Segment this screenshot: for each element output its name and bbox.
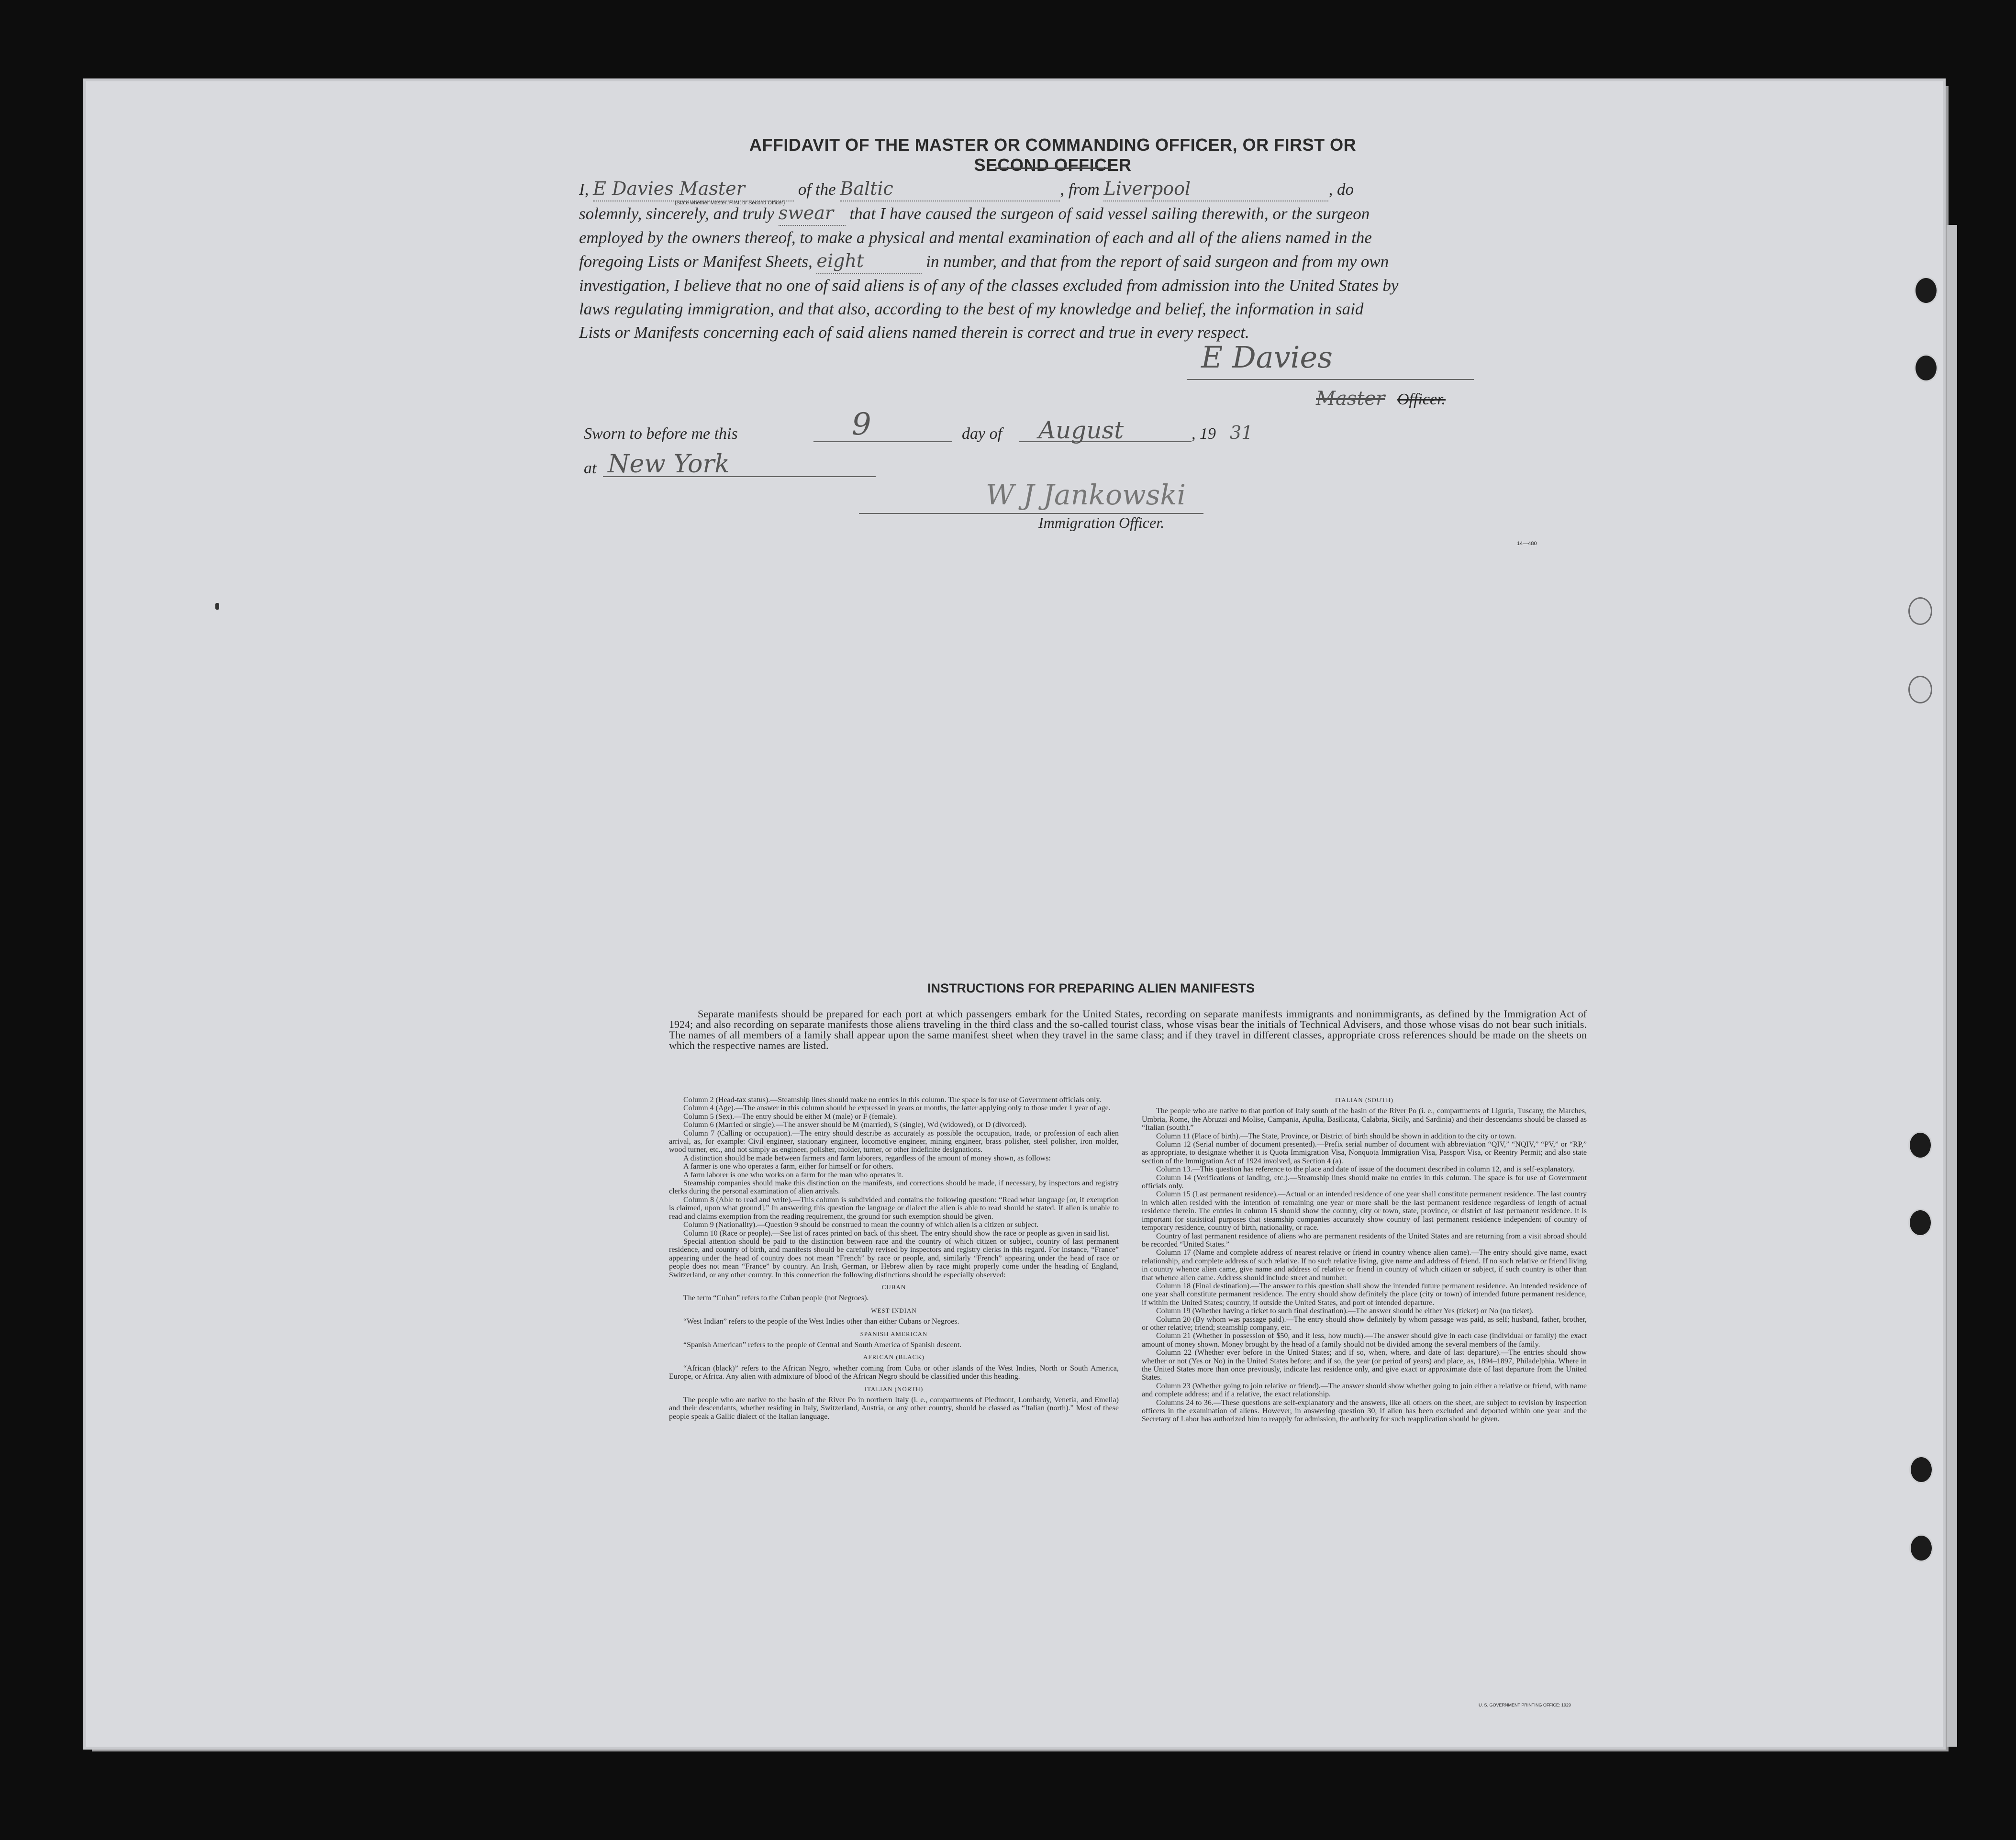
instruction-paragraph: Column 4 (Age).—The answer in this column should be expressed in years or months, the latter applying only to those under 1 year of age. (683, 1104, 1111, 1113)
instruction-paragraph: Column 10 (Race or people).—See list of races printed on back of this sheet. The entry should show the race or people as given in said list. (683, 1229, 1110, 1238)
binder-hole-icon (1908, 1209, 1932, 1237)
day-line (813, 441, 952, 442)
instructions-left-column (669, 1096, 1119, 1421)
instruction-paragraph: A farmer is one who operates a farm, either for himself or for others. (683, 1162, 894, 1171)
binder-hole-icon (1914, 354, 1938, 382)
text: in number, and that from the report of said surgeon and from my own (926, 252, 1389, 271)
text: of the (798, 180, 836, 199)
text: foregoing Lists or Manifest Sheets, (579, 252, 813, 271)
text: that I have caused the surgeon of said vessel sailing therewith, or the surgeon (849, 204, 1370, 223)
instruction-paragraph: Column 13.—This question has reference to the place and date of issue of the document described in column 12, and is self-explanatory. (1156, 1165, 1575, 1174)
sheet-count-field: eight (816, 249, 922, 274)
instruction-paragraph: Column 2 (Head-tax status).—Steamship lines should make no entries in this column. The space is for use of Government officials only. (683, 1096, 1102, 1104)
instruction-paragraph: “African (black)” refers to the African Negro, whether coming from Cuba or other islands of the West Indies, North or South America, Europe, or Africa. Any alien with admixture of blood of the African Negro should be classified under this heading. (669, 1364, 1119, 1381)
instruction-paragraph: Column 6 (Married or single).—The answer should be M (married), S (single), Wd (widowed), or D (divorced). (683, 1121, 1027, 1129)
binder-hole-icon (1914, 277, 1938, 304)
manifest-page (86, 81, 1943, 1747)
instructions-intro: Separate manifests should be prepared for each port at which passengers embark for the United States, recording on separate manifests immigrants and nonimmigrants, as defined by the Immigration Act of 1924; and also recording on separate manifests those aliens traveling in the third class and the so-called tourist class, whose visas bear the initials of Technical Advisers, and those whose visas do not bear such initials. The names of all members of a family shall appear upon the same manifest sheet when they travel in the same class; and if they travel in different classes, appropriate cross references should be made on the sheets on which the respective names are listed. (669, 1008, 1587, 1051)
signature-line (1187, 379, 1474, 380)
at-label: at (584, 459, 597, 477)
section-heading: WEST INDIAN (871, 1306, 917, 1314)
instruction-paragraph: Column 15 (Last permanent residence).—Actual or an intended residence of one year shall constitute permanent residence. The last country in which alien resided with the intention of remaining one year or more shall be the last permanent residence regardless of length of actual residence therein. The entries in column 15 should show the country, city or town, state, province, or district of last permanent residence. It is important for statistical purposes that steamship companies accurately show country of last permanent residence independent of country of temporary residence, country of birth, nationality, or race. (1142, 1190, 1587, 1232)
instruction-paragraph: Column 9 (Nationality).—Question 9 should be construed to mean the country of which alien is a citizen or subject. (683, 1221, 1039, 1229)
sworn-place: New York (608, 450, 730, 479)
instruction-paragraph: Special attention should be paid to the distinction between race and the country of which citizen or subject, country of last permanent residence, and country of birth, and manifests should be carefully revised by inspectors and registry clerks in this regard. For instance, “France” appearing under the head of country does not mean “French” by race or people, and, similarly “French” appearing under the head of race or people does not mean “France” by country. An Irish, German, or Hebrew alien by race might properly come under the heading of England, Switzerland, or any other country. In this connection the following distinctions should be especially observed: (669, 1237, 1119, 1279)
instruction-paragraph: Column 21 (Whether in possession of $50, and if less, how much).—The answer should give in each case (individual or family) the exact amount of money shown. Money brought by the head of a family should not be divided among the several members of the family. (1142, 1332, 1587, 1349)
printing-office-imprint: U. S. GOVERNMENT PRINTING OFFICE: 1929 (1479, 1703, 1571, 1707)
form-number: 14—480 (1517, 541, 1537, 546)
instruction-paragraph: Column 7 (Calling or occupation).—The entry should describe as accurately as possible the occupation, trade, or profession of each alien arrival, as, for example: Civil engineer, stationary engineer, locomotive engineer, mining engineer, brass polisher, steel polisher, iron molder, wood turner, etc., and not simply as engineer, polisher, molder, turner, or other indefinite designations. (669, 1129, 1119, 1154)
affidavit-line-5: investigation, I believe that no one of said aliens is of any of the classes excluded from admission into the United States by (579, 276, 1399, 295)
instruction-paragraph: Column 20 (By whom was passage paid).—The entry should show definitely by whom passage was paid, as self; husband, father, brother, or other relative; friend; steamship company, etc. (1142, 1315, 1587, 1332)
instruction-paragraph: Column 19 (Whether having a ticket to such final destination).—The answer should be either Yes (ticket) or No (no ticket). (1156, 1307, 1534, 1316)
year-prefix: , 19 (1192, 425, 1216, 443)
binder-hole-icon (1908, 1131, 1932, 1159)
instruction-paragraph: Column 23 (Whether going to join relative or friend).—The answer should show whether going to join either a relative or friend, with name and complete address; and if a relative, the exact relationship. (1142, 1382, 1587, 1399)
affidavit-title: AFFIDAVIT OF THE MASTER OR COMMANDING OFFICER, OR FIRST OR SECOND OFFICER (749, 135, 1357, 175)
sworn-year: 31 (1230, 422, 1253, 443)
instruction-paragraph: Column 12 (Serial number of document presented).—Prefix serial number of document with abbreviation “QIV,” “NQIV,” “PV,” or “RP,” as appropriate, to designate whether it is Quota Immigration Visa, Nonquota Immigration Visa, Passport Visa, or Reentry Permit; and also state section of the Immigration Act of 1924 involved, as Section 4 (a). (1142, 1140, 1587, 1165)
affidavit-line-6: laws regulating immigration, and that also, according to the best of my knowledge and belief, the information in said (579, 300, 1364, 318)
instruction-paragraph: Column 8 (Able to read and write).—This column is subdivided and contains the following question: “Read what language [or, if exemption is claimed, upon what ground].” In answering this question the language or dialect the alien is able to read should be stated. If alien is unable to read and claims exemption from the reading requirement, the ground for such exemption should be given. (669, 1195, 1119, 1221)
title-handwritten: Master (1316, 388, 1385, 410)
instruction-paragraph: Column 17 (Name and complete address of nearest relative or friend in country whence alien came).—The entry should give name, exact relationship, and complete address of such relative. If no such relative living, give name and address of friend. If no such relative or friend living in country whence alien came, give name and address of relative or friend in country of which citizen or subject, if such country is other than that whence alien came. Address should include street and number. (1142, 1249, 1587, 1282)
text: , do (1328, 180, 1354, 199)
page-edge (1947, 225, 1957, 1747)
affidavit-line-4 (579, 249, 1598, 274)
instruction-paragraph: The term “Cuban” refers to the Cuban people (not Negroes). (683, 1294, 869, 1303)
sworn-day: 9 (852, 407, 871, 442)
rank-note: (State whether Master, First, or Second Officer) (675, 200, 785, 206)
instruction-paragraph: “Spanish American” refers to the people of Central and South America of Spanish descent. (683, 1340, 962, 1349)
text: I, (579, 180, 589, 199)
title-rule (995, 167, 1110, 169)
instruction-paragraph: Column 5 (Sex).—The entry should be either M (male) or F (female). (683, 1112, 897, 1121)
instruction-paragraph: Column 22 (Whether ever before in the United States; and if so, when, where, and date of last departure).—The entries should show whether or not (Yes or No) in the United States before; and if so, the year (or period of years) and place, as, 1894–1897, Philadelphia. Where in the United States more than once previously, indicate last residence only, and give exact or approximate date of last departure from the United States. (1142, 1349, 1587, 1382)
ink-mark (215, 603, 219, 610)
binder-hole-icon (1908, 597, 1932, 625)
instruction-paragraph: Column 11 (Place of birth).—The State, Province, or District of birth should be shown in addition to the city or town. (1156, 1132, 1516, 1140)
master-signature: E Davies (1201, 340, 1333, 375)
binder-hole-icon (1909, 1456, 1933, 1483)
affidavit-line-3: employed by the owners thereof, to make a physical and mental examination of each and all of the aliens named in the (579, 228, 1372, 247)
instruction-paragraph: The people who are native to that portion of Italy south of the basin of the River Po (i. e., compartments of Liguria, Tuscany, the Marches, Umbria, Rome, the Abruzzi and Molise, Campania, Apulia, Basilicata, Calabria, Sicily, and Sardinia) and their descendants should be classed as “Italian (south).” (1142, 1107, 1587, 1132)
title-printed: Officer. (1397, 390, 1446, 408)
day-of-label: day of (962, 425, 1002, 443)
instruction-paragraph: “West Indian” refers to the people of the West Indies other than either Cubans or Negroes. (683, 1317, 959, 1326)
instruction-paragraph: Columns 24 to 36.—These questions are self-explanatory and the answers, like all others on the sheet, are subject to revision by inspection officers in the examination of aliens. However, in answering question 30, if alien has been excluded and deported within one year and the Secretary of Labor has authorized him to reapply for admission, the authority for such reapplication should be given. (1142, 1398, 1587, 1424)
instruction-paragraph: A farm laborer is one who works on a farm for the man who operates it. (683, 1171, 903, 1179)
instruction-paragraph: Country of last permanent residence of aliens who are permanent residents of the United States and are returning from a visit abroad should be recorded “United States.” (1142, 1232, 1587, 1249)
officer-name-field: E Davies Master (593, 177, 794, 201)
instruction-paragraph: Steamship companies should make this distinction on the manifests, and corrections should be made, if necessary, by inspectors and registry clerks during the personal examination of alien arrivals. (669, 1179, 1119, 1196)
affidavit-line-7: Lists or Manifests concerning each of said aliens named therein is correct and true in every respect. (579, 323, 1249, 342)
text: , from (1060, 180, 1100, 199)
instructions-right-column (1142, 1096, 1587, 1424)
oath-field: swear (779, 201, 846, 226)
immigration-officer-signature: W J Jankowski (986, 479, 1186, 511)
binder-hole-icon (1909, 1534, 1933, 1562)
binder-hole-icon (1908, 676, 1932, 703)
section-heading: ITALIAN (NORTH) (864, 1385, 924, 1393)
section-heading: CUBAN (881, 1283, 906, 1291)
instruction-paragraph: The people who are native to the basin of the River Po in northern Italy (i. e., compartments of Piedmont, Lombardy, Venetia, and Emelia) and their descendants, whether residing in Italy, Switzerland, Austria, or any other country, should be classed as “Italian (north).” Most of these people speak a Gallic dialect of the Italian language. (669, 1396, 1119, 1421)
affidavit-line-1 (579, 177, 1598, 201)
vessel-name-field: Baltic (840, 177, 1060, 201)
sworn-month: August (1038, 416, 1124, 444)
section-heading: SPANISH AMERICAN (860, 1330, 928, 1338)
sworn-label: Sworn to before me this (584, 425, 738, 443)
section-heading: AFRICAN (BLACK) (863, 1353, 925, 1361)
instruction-paragraph: Column 14 (Verifications of landing, etc.).—Steamship lines should make no entries in this column. The space is for use of Government officials only. (1142, 1173, 1587, 1191)
section-heading: ITALIAN (SOUTH) (1335, 1096, 1393, 1104)
instruction-paragraph: Column 18 (Final destination).—The answer to this question shall show the intended future permanent residence. An intended residence of one year shall constitute permanent residence. The entry should show definitely the place (city or town) of intended future permanent residence, if within the United States; country, if outside the United States, and port of intended departure. (1142, 1282, 1587, 1307)
officer-label: Immigration Officer. (1038, 514, 1165, 531)
instructions-title: INSTRUCTIONS FOR PREPARING ALIEN MANIFESTS (927, 981, 1255, 995)
text: solemnly, sincerely, and truly (579, 204, 774, 223)
instruction-paragraph: A distinction should be made between farmers and farm laborers, regardless of the amount of money shown, as follows: (683, 1154, 1051, 1162)
port-field: Liverpool (1103, 177, 1328, 201)
